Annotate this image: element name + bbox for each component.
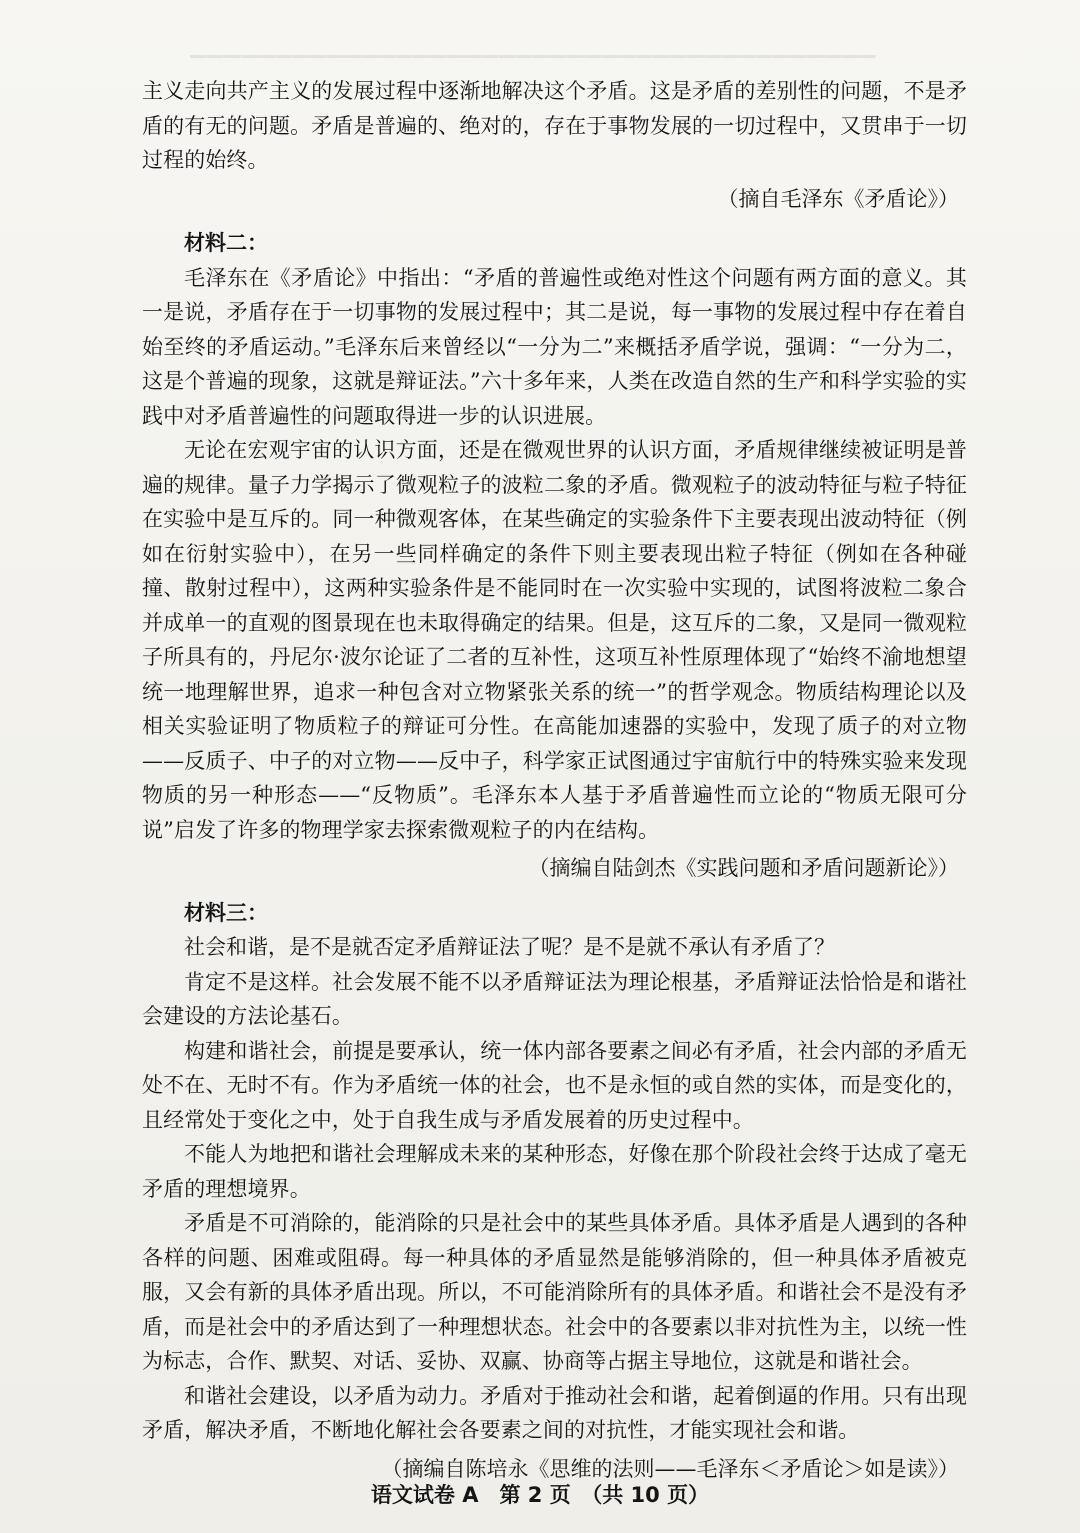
material-3-paragraph-1: 肯定不是这样。社会发展不能不以矛盾辩证法为理论根基，矛盾辩证法恰恰是和谐社会建设的方法论基石。 [142,969,967,1028]
material-3-paragraph-3: 不能人为地把和谐社会理解成未来的某种形态，好像在那个阶段社会终于达成了毫无矛盾的理想境界。 [142,1142,967,1201]
material-3-question: 社会和谐，是不是就否定矛盾辩证法了呢？是不是就不承认有矛盾了？ [184,935,835,959]
material-3-title: 材料三： [184,900,268,925]
top-paragraph: 主义走向共产主义的发展过程中逐渐地解决这个矛盾。这是矛盾的差别性的问题，不是矛盾的有无的问题。矛盾是普遍的、绝对的，存在于事物发展的一切过程中，又贯串于一切过程的始终。 [142,79,967,172]
material-2-paragraph-1: 毛泽东在《矛盾论》中指出：“矛盾的普遍性或绝对性这个问题有两方面的意义。其一是说，矛盾存在于一切事物的发展过程中；其二是说，每一事物的发展过程中存在着自始至终的矛盾运动。”毛泽东后来曾经以“一分为二”来概括矛盾学说，强调：“一分为二，这是个普遍的现象，这就是辩证法。”六十多年来，人类在改造自然的生产和科学实验的实践中对矛盾普遍性的问题取得进一步的认识进展。 [142,265,967,428]
page-content [142,74,967,1488]
source-citation-1: （摘自毛泽东《矛盾论》） [717,186,959,211]
material-3-paragraph-5: 和谐社会建设，以矛盾为动力。矛盾对于推动社会和谐，起着倒逼的作用。只有出现矛盾，解决矛盾，不断地化解社会各要素之间的对抗性，才能实现社会和谐。 [142,1383,967,1442]
source-citation-2: （摘编自陆剑杰《实践问题和矛盾问题新论》） [528,856,959,880]
faded-header-text: ▁▁▁▁▁▁▁▁▁▁▁▁▁▁▁▁▁▁▁▁▁▁▁▁▁▁▁▁▁▁▁▁▁▁▁▁▁▁▁▁ [190,34,876,58]
page-footer: 语文试卷 A 第 2 页 （共 10 页） [370,1483,710,1507]
material-2-title: 材料二： [184,231,268,255]
material-3-paragraph-4: 矛盾是不可消除的，能消除的只是社会中的某些具体矛盾。具体矛盾是人遇到的各种各样的问题、困难或阻碍。每一种具体的矛盾显然是能够消除的，但一种具体矛盾被克服，又会有新的具体矛盾出现。所以，不可能消除所有的具体矛盾。和谐社会不是没有矛盾，而是社会中的矛盾达到了一种理想状态。社会中的各要素以非对抗性为主，以统一性为标志，合作、默契、对话、妥协、双赢、协商等占据主导地位，这就是和谐社会。 [142,1211,967,1373]
source-citation-3: （摘编自陈培永《思维的法则——毛泽东＜矛盾论＞如是读》） [381,1456,959,1481]
material-3-paragraph-2: 构建和谐社会，前提是要承认，统一体内部各要素之间必有矛盾，社会内部的矛盾无处不在、无时不有。作为矛盾统一体的社会，也不是永恒的或自然的实体，而是变化的，且经常处于变化之中，处于自我生成与矛盾发展着的历史过程中。 [142,1038,967,1132]
material-2-paragraph-2: 无论在宏观宇宙的认识方面，还是在微观世界的认识方面，矛盾规律继续被证明是普遍的规律。量子力学揭示了微观粒子的波粒二象的矛盾。微观粒子的波动特征与粒子特征在实验中是互斥的。同一种微观客体，在某些确定的实验条件下主要表现出波动特征（例如在衍射实验中），在另一些同样确定的条件下则主要表现出粒子特征（例如在各种碰撞、散射过程中），这两种实验条件是不能同时在一次实验中实现的，试图将波粒二象合并成单一的直观的图景现在也未取得确定的结果。但是，这互斥的二象，又是同一微观粒子所具有的，丹尼尔·波尔论证了二者的互补性，这项互补性原理体现了“始终不渝地想望统一地理解世界，追求一种包含对立物紧张关系的统一”的哲学观念。物质结构理论以及相关实验证明了物质粒子的辩证可分性。在高能加速器的实验中，发现了质子的对立物——反质子、中子的对立物——反中子，科学家正试图通过宇宙航行中的特殊实验来发现物质的另一种形态——“反物质”。毛泽东本人基于矛盾普遍性而立论的“物质无限可分说”启发了许多的物理学家去探索微观粒子的内在结构。 [142,438,967,842]
